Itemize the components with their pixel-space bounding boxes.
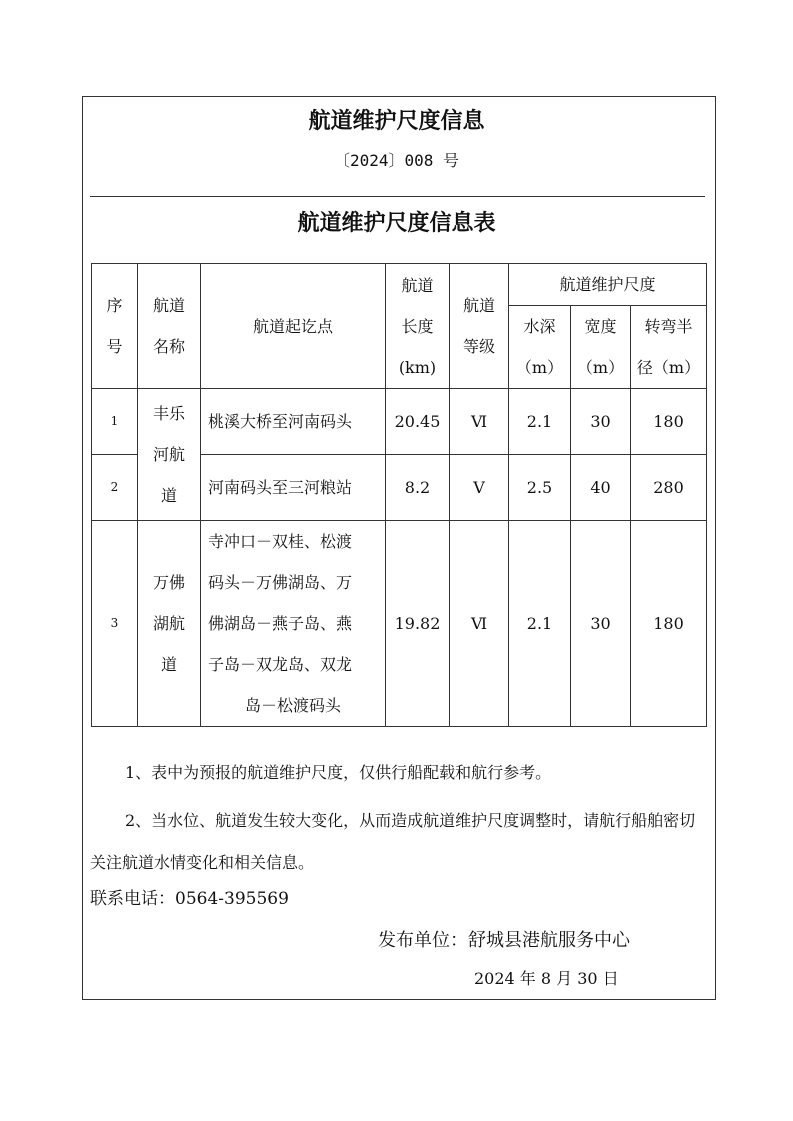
note-1: 1、表中为预报的航道维护尺度，仅供行船配载和航行参考。 [125,763,552,782]
header-seq: 序 号 [92,264,138,389]
header-name: 航道 名称 [138,264,201,389]
document-number: 〔2024〕008 号 [333,151,460,170]
header-grade: 航道 等级 [450,264,509,389]
cell-width: 40 [571,455,631,521]
cell-grade: Ⅴ [450,455,509,521]
divider [90,196,705,197]
header-depth: 水深 （m） [509,306,571,389]
cell-length: 20.45 [386,389,450,455]
cell-depth: 2.1 [509,521,571,727]
header-radius: 转弯半 径（m） [631,306,707,389]
cell-depth: 2.1 [509,389,571,455]
header-width: 宽度 （m） [571,306,631,389]
note-2: 2、当水位、航道发生较大变化，从而造成航道维护尺度调整时，请航行船舶密切关注航道水情变化和相关信息。 [90,811,696,872]
cell-seq: 2 [92,455,138,521]
cell-length: 19.82 [386,521,450,727]
cell-depth: 2.5 [509,455,571,521]
cell-grade: Ⅵ [450,521,509,727]
table-row [92,389,707,455]
page-title: 航道维护尺度信息 [308,108,485,134]
cell-channel-name: 万佛 湖航 道 [138,521,201,727]
header-dims-group: 航道维护尺度 [509,264,707,306]
cell-length: 8.2 [386,455,450,521]
cell-section: 河南码头至三河粮站 [201,455,386,521]
issue-date: 2024 年 8 月 30 日 [474,969,619,988]
maintenance-table [91,263,707,727]
issuer: 发布单位：舒城县港航服务中心 [378,930,630,951]
cell-width: 30 [571,389,631,455]
cell-width: 30 [571,521,631,727]
cell-section: 寺冲口－双桂、松渡 码头－万佛湖岛、万 佛湖岛－燕子岛、燕 子岛－双龙岛、双龙 岛－松渡码头 [201,521,386,727]
cell-radius: 180 [631,521,707,727]
cell-seq: 1 [92,389,138,455]
cell-seq: 3 [92,521,138,727]
cell-radius: 280 [631,455,707,521]
table-row [92,521,707,727]
cell-grade: Ⅵ [450,389,509,455]
header-section: 航道起讫点 [201,264,386,389]
cell-channel-name: 丰乐 河航 道 [138,389,201,521]
contact-phone: 联系电话：0564-395569 [90,889,289,909]
table-header-row [92,264,707,306]
cell-section: 桃溪大桥至河南码头 [201,389,386,455]
table-title: 航道维护尺度信息表 [297,210,496,236]
cell-radius: 180 [631,389,707,455]
header-length: 航道 长度 (km) [386,264,450,389]
